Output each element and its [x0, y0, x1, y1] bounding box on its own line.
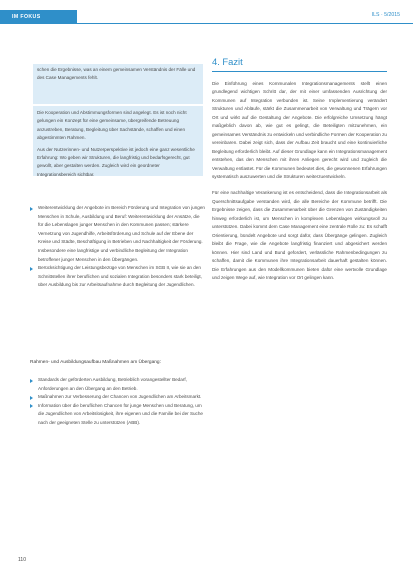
section-title: 4. Fazit	[212, 56, 243, 67]
issue-label: ILS · 5/2015	[371, 12, 400, 18]
conclusion-section	[212, 56, 387, 282]
highlight-box-2	[33, 106, 203, 176]
header-rule	[77, 23, 413, 24]
list-item: Berücksichtigung der Leistungsbezüge von Menschen im SGB II, wie sie an den Schnittstellen ihrer beruflichen und sozialen Integration besonders stark beteiligt, über Ausbildung bis zur Arbeitsaufnahme durch Begleitung der Jugendlichen.	[30, 264, 205, 290]
list-item: Standards der geförderten Ausbildung, Betrieblich vorangestellter Bedarf, Anforderungen an den Übergang an den Betrieb.	[30, 376, 205, 393]
triangle-bullet-icon	[30, 396, 33, 400]
list-item: Weiterentwicklung der Angebote im Bereich Förderung und Integration von jungen Menschen in Schule, Ausbildung und Beruf: Weiterentwicklung der Ansätze, die für die Lebenslagen junger Menschen in den Kommunen passen; stärkere Vernetzung von Jugendhilfe, Arbeitsförderung und Schule auf der Ebene der Kreise und Städte, Beschäftigung in Betrieben und Nachhaltigkeit der Förderung. Insbesondere eine langfristige und verbindliche Begleitung der Integration betroffener junger Menschen in den Übergängen.	[30, 204, 205, 264]
bullet-list-1	[30, 204, 205, 290]
highlight-box-1	[33, 64, 203, 104]
triangle-bullet-icon	[30, 267, 33, 271]
box2-text-b: Aus der Nutzerinnen- und Nutzerperspektive ist jedoch eine ganz wesentliche Erfahrung: Wo geben wir Strukturen, die langfristig und bedarfsgerecht, gut gewollt, aber gestalten werden. Zugleich wird ein geordneter Integrationsbereich sichtbar.	[37, 146, 195, 177]
list-item: Information über die beruflichen Chancen für junge Menschen und Beratung, um die Jugendlichen von Arbeitslosigkeit, ihre eigenen und die Familie bei der Suche nach der geeigneten Stelle zu unterstützen (ABB).	[30, 402, 205, 428]
bullet-list-2	[30, 376, 205, 428]
section-rule	[212, 71, 387, 72]
box1-text: schen die Ergebnisse, was an einem gemeinsamen Verständnis der Fälle und des Case Managements fehlt.	[37, 67, 196, 81]
triangle-bullet-icon	[30, 404, 33, 408]
triangle-bullet-icon	[30, 207, 33, 211]
conclusion-paragraph-1: Die Einführung eines Kommunalen Integrationsmanagements stellt einen grundlegend wichtigen Schritt dar, der mit einer umfassenden Ausrichtung der Kommunen auf Integration verbunden ist. Seine Implementierung verändert Strukturen und Abläufe, stärkt die Zusammenarbeit von Verwaltung und Trägern vor Ort und wirkt auf die Gestaltung der Angebote. Die erfolgreiche Umsetzung hängt maßgeblich davon ab, wie gut es gelingt, die Beteiligten mitzunehmen, ein gemeinsames Verständnis zu entwickeln und verbindliche Formen der Kooperation zu vereinbaren. Dabei zeigt sich, dass der Aufbau Zeit braucht und eine kontinuierliche Begleitung erforderlich bleibt. Auf dieser Grundlage kann ein Integrationsmanagement entstehen, das den Menschen mit ihren Anliegen gerecht wird und zugleich die Verwaltung entlastet. Für die Kommunen bedeutet dies, die gewonnenen Erfahrungen systematisch auszuwerten und die Strukturen weiterzuentwickeln.	[212, 81, 387, 179]
section-tab: IM FOKUS	[0, 10, 77, 24]
conclusion-paragraph-2: Für eine nachhaltige Verankerung ist es entscheidend, dass die Integrationsarbeit als Querschnittsaufgabe verstanden wird, die alle Bereiche der Kommune betrifft. Die Ergebnisse zeigen, dass die Zusammenarbeit über die Grenzen von Zuständigkeiten hinweg erforderlich ist, um Menschen in komplexen Lebenslagen wirkungsvoll zu unterstützen. Dabei kommt dem Case Management eine zentrale Rolle zu: Es schafft Orientierung, bündelt Angebote und sorgt dafür, dass Übergänge gelingen. Zugleich bleibt die Frage, wie die Angebote langfristig finanziert und abgesichert werden können. Hier sind Land und Bund gefordert, verlässliche Rahmenbedingungen zu schaffen, damit die Kommunen ihre Integrationsarbeit dauerhaft gestalten können. Die Erfahrungen aus den Modellkommunen bieten dafür eine wertvolle Grundlage und zeigen Wege auf, wie Integration vor Ort gelingen kann.	[212, 190, 387, 280]
page-number: 110	[18, 557, 26, 563]
list-item: Maßnahmen zur Verbesserung der Chancen von Jugendlichen am Arbeitsmarkt.	[30, 393, 205, 402]
list-subheading: Rahmen- und Ausbildungsaufbau Maßnahmen am Übergang:	[30, 360, 161, 365]
box2-text-a: Die Kooperation und Abstimmungsformen sind angelegt. Es ist noch nicht gelungen ein Konzept für eine gemeinsame, übergreifende Betreuung anzustreben, Beratung, Begleitung über Sachstände, schaffen und einen abgestimmten Rahmen.	[37, 110, 187, 141]
triangle-bullet-icon	[30, 379, 33, 383]
